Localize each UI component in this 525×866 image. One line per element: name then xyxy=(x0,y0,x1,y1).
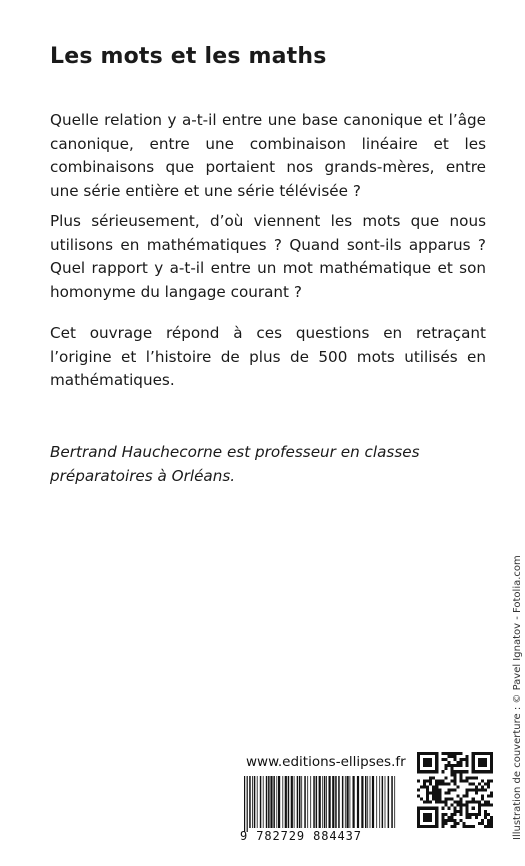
isbn-barcode xyxy=(238,776,404,832)
blurb-paragraph-1: Quelle relation y a-t-il entre une base canonique et l’âge canonique, entre une combinaison linéaire et les combinaisons que portaient nos grands-mères, entre une série entière et une série télévisée ? xyxy=(50,111,486,200)
blurb-paragraph-3: Cet ouvrage répond à ces questions en retraçant l’origine et l’histoire de plus de 500 mots utilisés en mathématiques. xyxy=(50,324,486,389)
publisher-website: www.editions-ellipses.fr xyxy=(246,754,406,770)
book-title: Les mots et les maths xyxy=(50,44,327,69)
blurb-paragraph-2: Plus sérieusement, d’où viennent les mots que nous utilisons en mathématiques ? Quand sont-ils apparus ? Quel rapport y a-t-il entre un mot mathématique et son homonyme du langage courant ? xyxy=(50,212,486,301)
isbn-barcode-digits: 9 782729 884437 xyxy=(240,829,362,843)
author-note: Bertrand Hauchecorne est professeur en classes préparatoires à Orléans. xyxy=(50,443,420,485)
illustration-credit: Illustration de couverture : © Pavel Ignatov - Fotolia.com xyxy=(512,555,523,840)
qr-code xyxy=(417,752,493,828)
